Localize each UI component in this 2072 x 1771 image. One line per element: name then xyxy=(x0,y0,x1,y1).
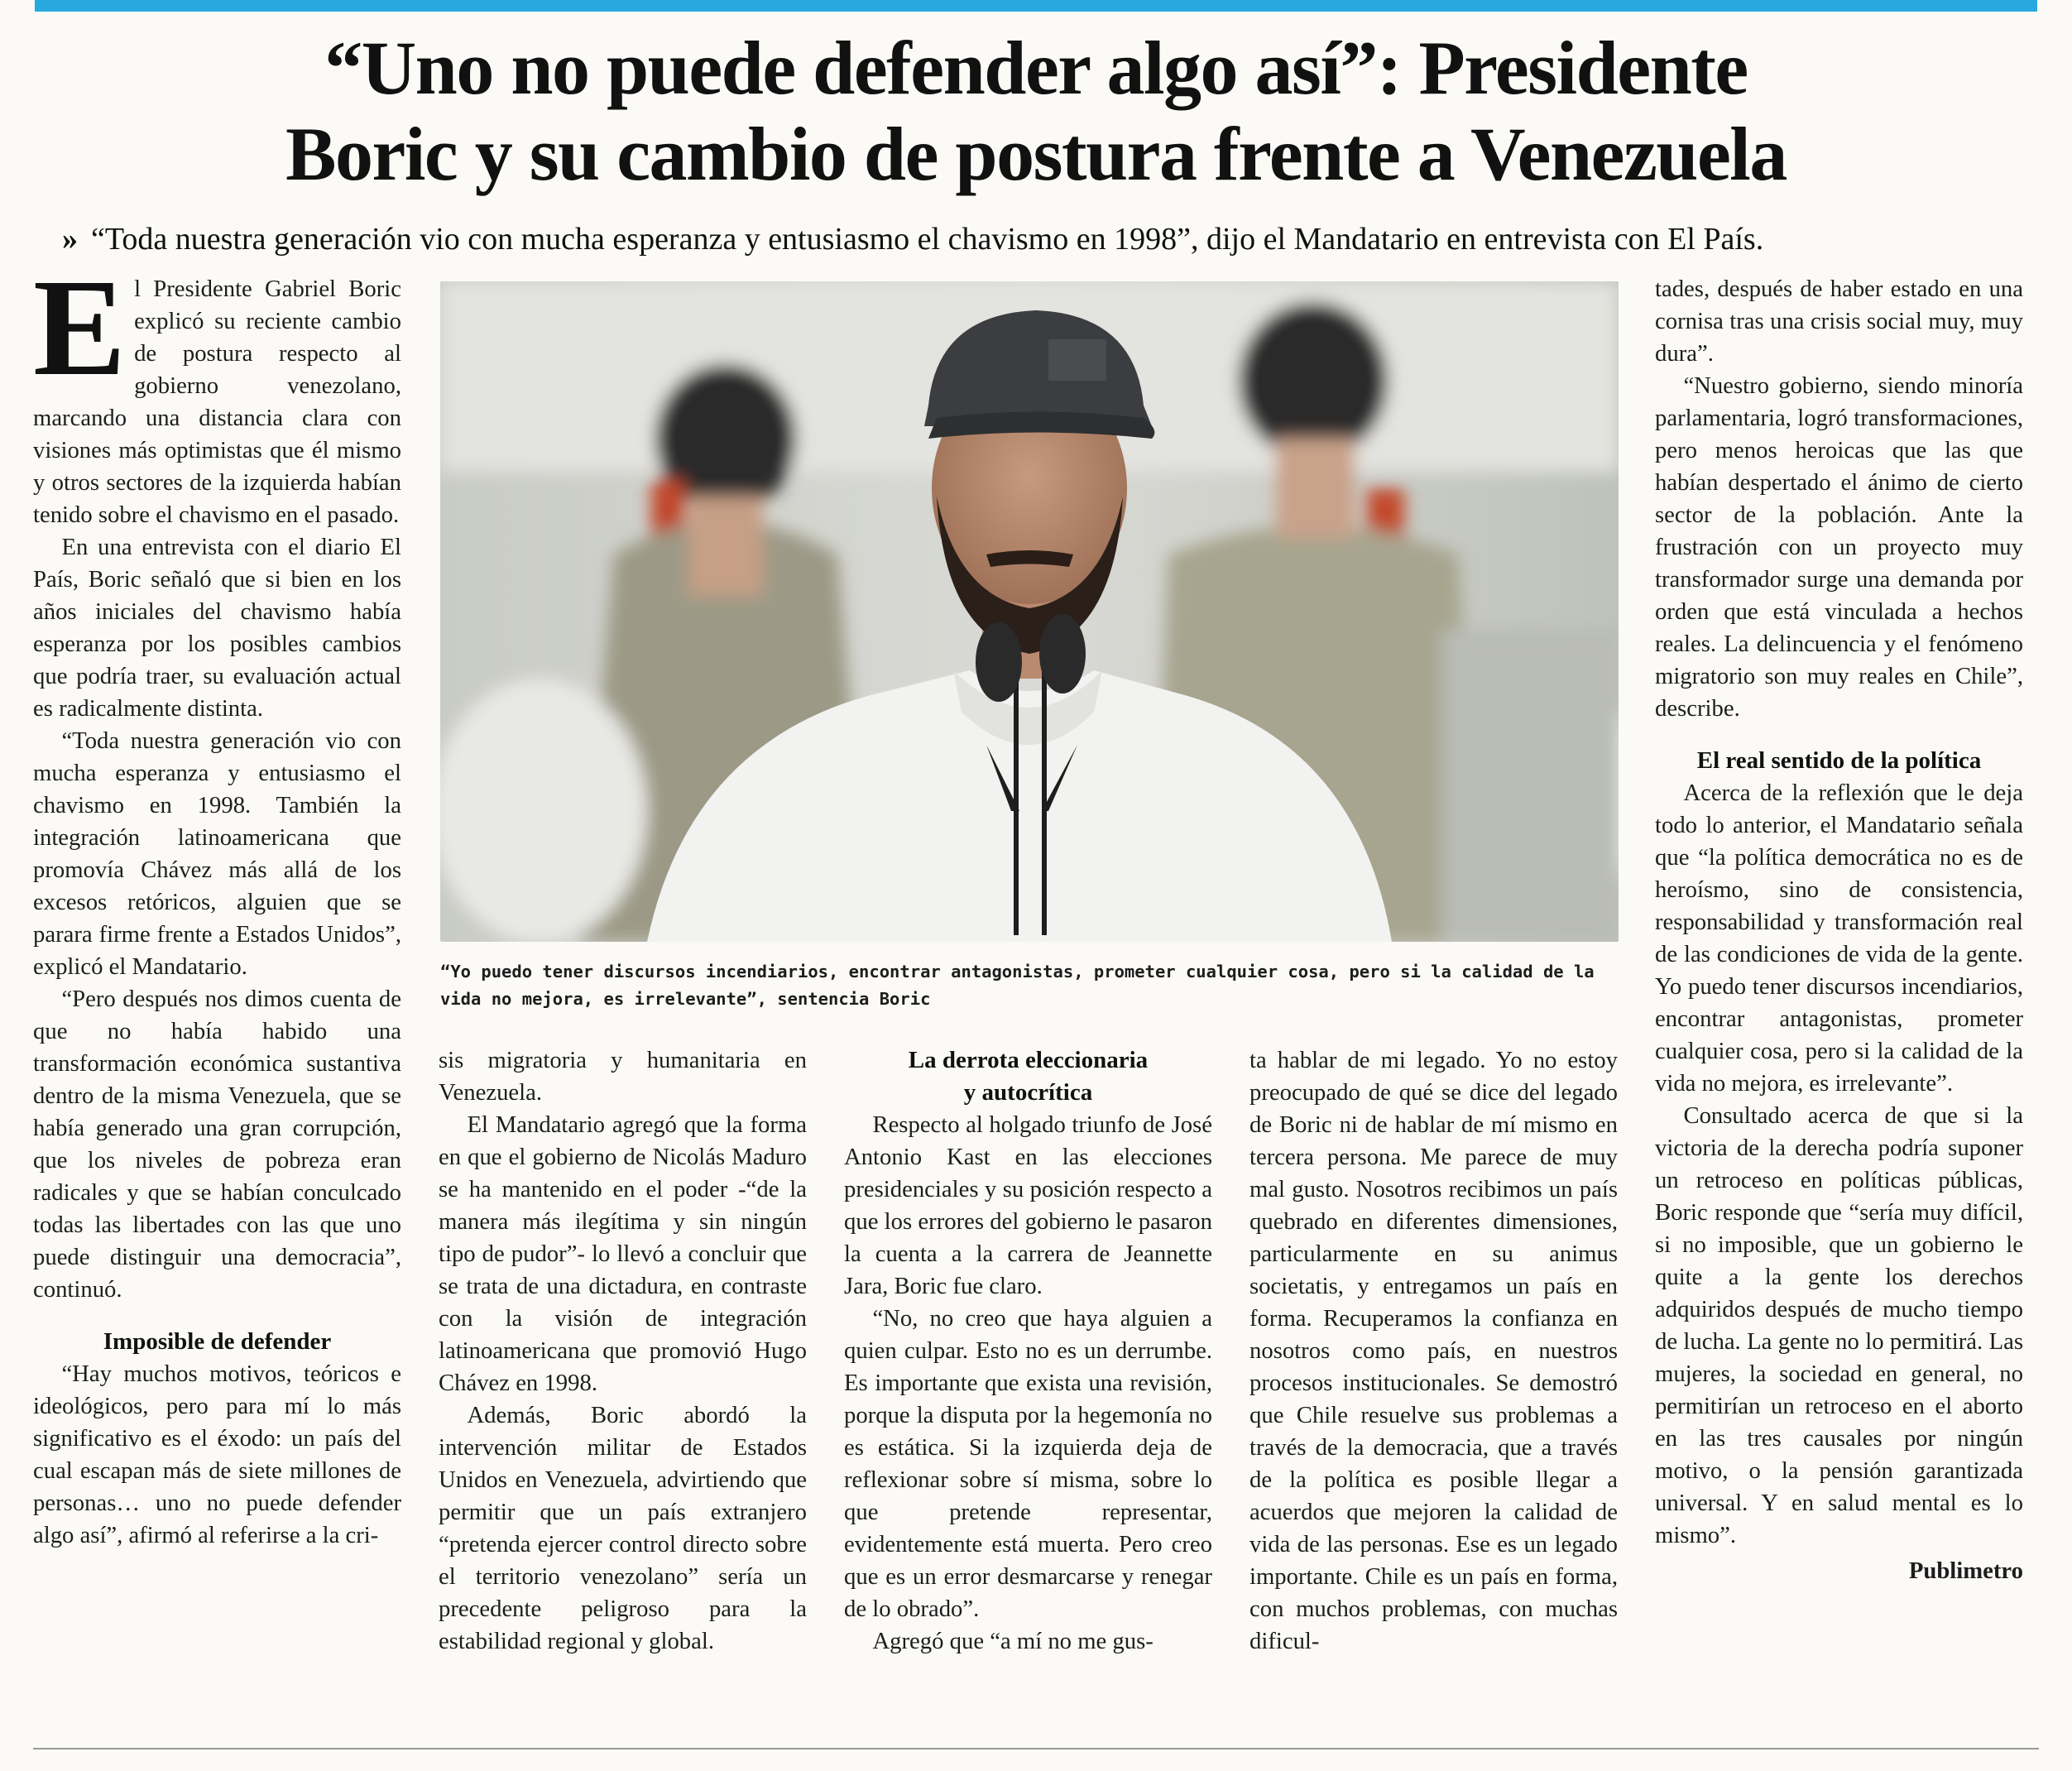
body-paragraph: “Pero después nos dimos cuenta de que no había habido una transformación económica sustantiva dentro de la misma Venezuela, que se había generado una gran corrupción, que los niveles de pobreza eran radicales y que se habían conculcado todas las libertades con las que uno puede distinguir una democracia”, continuó. xyxy=(33,986,401,1303)
article-column-1 xyxy=(33,251,401,1552)
photo-illustration xyxy=(440,281,1619,942)
subhead-la-derrota-eleccionaria xyxy=(844,1044,1212,1109)
subhead-imposible-de-defender: Imposible de defender xyxy=(103,1328,332,1355)
photo-caption: “Yo puedo tener discursos incendiarios, encontrar antagonistas, prometer cualquier cosa, pero si la calidad de la vida no mejora, es irrelevante”, sentencia Boric xyxy=(440,962,1595,1009)
article-column-3 xyxy=(844,1044,1212,1658)
deck xyxy=(62,219,2048,259)
byline: Publimetro xyxy=(1908,1557,2023,1584)
subhead-line-2: y autocrítica xyxy=(963,1079,1093,1106)
headline-line-1: “Uno no puede defender algo así”: Presidente xyxy=(324,26,1748,110)
article-column-2 xyxy=(439,1044,807,1658)
subhead-el-real-sentido: El real sentido de la política xyxy=(1696,747,1982,774)
body-paragraph: sis migratoria y humanitaria en Venezuela. xyxy=(439,1047,807,1106)
body-paragraph: Agregó que “a mí no me gus- xyxy=(872,1628,1154,1654)
subhead-line-1: La derrota eleccionaria xyxy=(908,1047,1149,1073)
lead-paragraph-text: l Presidente Gabriel Boric explicó su reciente cambio de postura respecto al gobierno venezolano, marcando una distancia clara con visiones más optimistas que él mismo y otros sectores de la izquierda habían tenido sobre el chavismo en el pasado. xyxy=(33,276,401,528)
lead-paragraph xyxy=(33,251,401,531)
body-paragraph: El Mandatario agregó que la forma en que el gobierno de Nicolás Maduro se ha mantenido en el poder -“de la manera más ilegítima y sin ningún tipo de pudor”- lo llevó a concluir que se trata de una dictadura, en contraste con la visión de integración latinoamericana que promovió Hugo Chávez en 1998. xyxy=(439,1111,807,1396)
body-paragraph: “Hay muchos motivos, teóricos e ideológicos, pero para mí lo más significativo es el éxodo: un país del cual escapan más de siete millones de personas… uno no puede defender algo así”, afirmó al referirse a la cri- xyxy=(33,1361,401,1548)
body-paragraph: Consultado acerca de que si la victoria de la derecha podría suponer un retroceso en políticas públicas, Boric responde que “sería muy difícil, si no imposible, que un gobierno le quite a la gente los derechos adquiridos después de mucho tiempo de lucha. La gente no lo permitirá. Las mujeres, la sociedad en general, no permitirían un retroceso en el aborto en las tres causales por ningún motivo, o la pensión garantizada universal. Y en salud mental es lo mismo”. xyxy=(1655,1102,2023,1548)
body-paragraph: En una entrevista con el diario El País, Boric señaló que si bien en los años iniciales del chavismo había esperanza por los posibles cambios que podría traer, su evaluación actual es radicalmente distinta. xyxy=(33,534,401,722)
top-accent-bar xyxy=(35,0,2037,12)
body-paragraph: Acerca de la reflexión que le deja todo lo anterior, el Mandatario señala que “la política democrática no es de heroísmo, sino de consistencia, responsabilidad y transformación real de las condiciones de vida de la gente. Yo puedo tener discursos incendiarios, encontrar antagonistas, prometer cualquier cosa, pero si la calidad de la vida no mejora, es irrelevante”. xyxy=(1655,780,2023,1097)
article-photo xyxy=(440,281,1619,942)
body-paragraph: Además, Boric abordó la intervención militar de Estados Unidos en Venezuela, advirtiendo que permitir que un país extranjero “pretenda ejercer control directo sobre el territorio venezolano” sería un precedente peligroso para la estabilidad regional y global. xyxy=(439,1402,807,1654)
body-paragraph: “No, no creo que haya alguien a quien culpar. Esto no es un derrumbe. Es importante que exista una revisión, porque la disputa por la hegemonía no es estática. Si la izquierda deja de reflexionar sobre sí misma, sobre lo que pretende representar, evidentemente está muerta. Pero creo que es un error desmarcarse y renegar de lo obrado”. xyxy=(844,1305,1212,1622)
drop-cap: E xyxy=(33,251,127,405)
bottom-rule xyxy=(33,1748,2039,1749)
body-paragraph: ta hablar de mi legado. Yo no estoy preocupado de qué se dice del legado de Boric ni de hablar de mí mismo en tercera persona. Me parece de muy mal gusto. Nosotros recibimos un país quebrado en diferentes dimensiones, particularmente en su animus societatis, y entregamos un país en forma. Recuperamos la confianza en nosotros como país, en nuestros procesos institucionales. Se demostró que Chile resuelve sus problemas a través de la democracia, que a través de la política es posible llegar a acuerdos que mejoren la calidad de vida de las personas. Ese es un legado importante. Chile es un país en forma, con muchos problemas, con muchas dificul- xyxy=(1249,1047,1618,1654)
body-paragraph: “Toda nuestra generación vio con mucha esperanza y entusiasmo el chavismo en 1998. También la integración latinoamericana que promovía Chávez más allá de los excesos retóricos, alguien que se parara firme frente a Estados Unidos”, explicó el Mandatario. xyxy=(33,727,401,980)
double-chevron-right-icon: » xyxy=(62,222,78,257)
body-paragraph: “Nuestro gobierno, siendo minoría parlamentaria, logró transformaciones, pero menos heroicas que las que habían despertado el ánimo de cierto sector de la población. Ante la frustración con un proyecto muy transformador surge una demanda por orden que está vinculada a hechos reales. La delincuencia y el fenómeno migratorio son muy reales en Chile”, describe. xyxy=(1655,372,2023,722)
headline-line-2: Boric y su cambio de postura frente a Venezuela xyxy=(285,112,1787,196)
body-paragraph: tades, después de haber estado en una cornisa tras una crisis social muy, muy dura”. xyxy=(1655,276,2023,367)
article-column-4 xyxy=(1249,1044,1618,1658)
headline xyxy=(33,25,2039,197)
article-column-5 xyxy=(1655,273,2023,1587)
deck-text: “Toda nuestra generación vio con mucha esperanza y entusiasmo el chavismo en 1998”, dijo el Mandatario en entrevista con El País. xyxy=(91,222,1764,257)
body-paragraph: Respecto al holgado triunfo de José Antonio Kast en las elecciones presidenciales y su posición respecto a que los errores del gobierno le pasaron la cuenta a la carrera de Jeannette Jara, Boric fue claro. xyxy=(844,1111,1212,1299)
